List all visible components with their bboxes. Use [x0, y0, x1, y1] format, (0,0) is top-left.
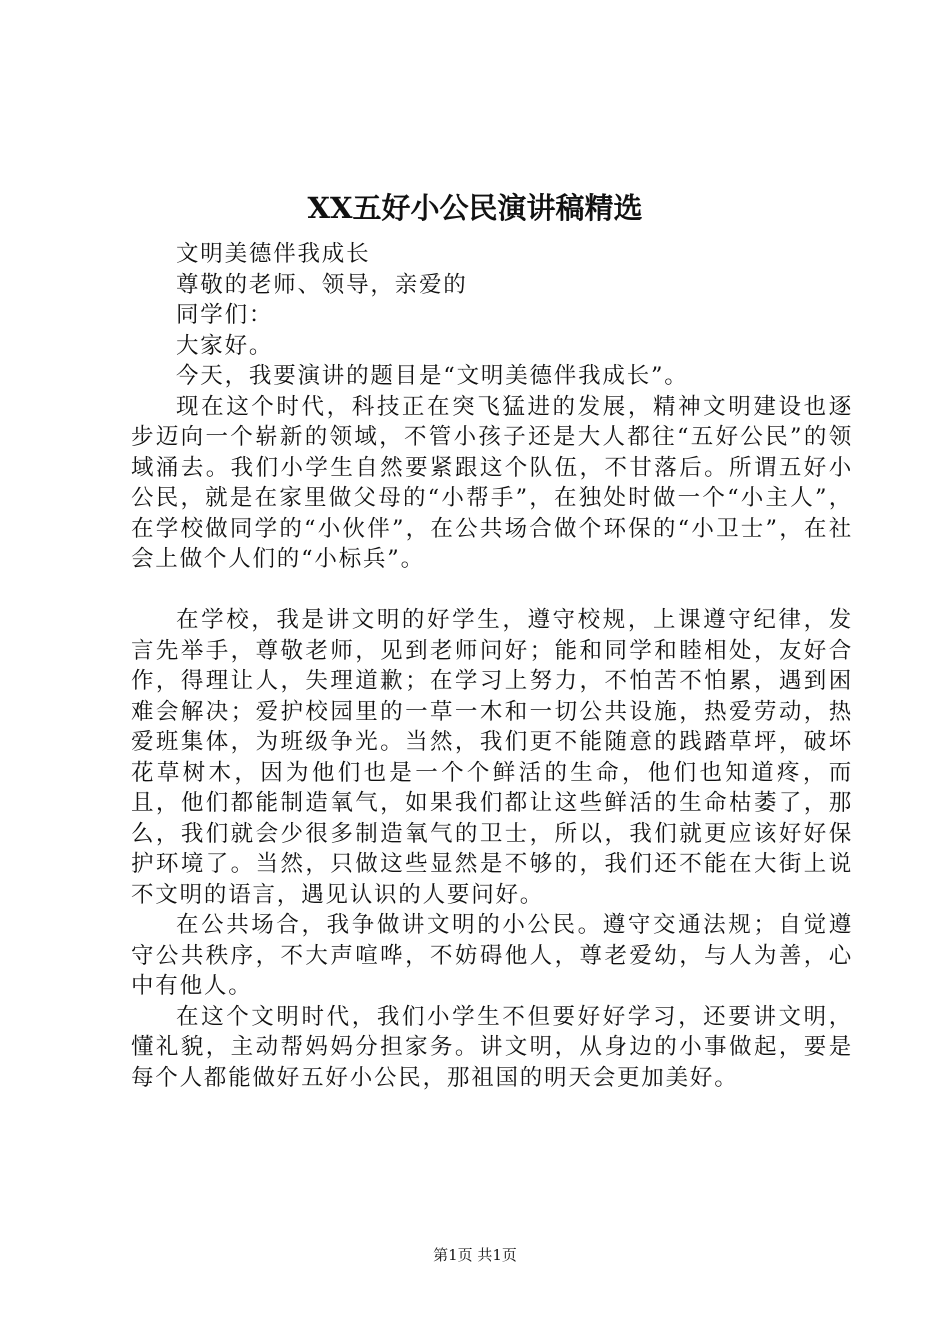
page-footer: 第1页 共1页 [433, 1246, 517, 1264]
paragraph-greeting: 大家好。 [176, 332, 274, 359]
paragraph-salutation: 尊敬的老师、领导，亲爱的 [176, 271, 468, 298]
paragraph-topic: 今天，我要演讲的题目是“文明美德伴我成长”。 [176, 363, 689, 389]
paragraph-intro: 现在这个时代，科技正在突飞猛进的发展，精神文明建设也逐步迈向一个崭新的领域，不管小孩子还是大人都往“五好公民”的领域涌去。我们小学生自然要紧跟这个队伍，不甘落后。所谓五好小公民，就是在家里做父母的“小帮手”，在独处时做一个“小主人”，在学校做同学的“小伙伴”，在公共场合做个环保的“小卫士”，在社会上做个人们的“小标兵”。 [131, 393, 853, 572]
document-title: XX五好小公民演讲稿精选 [307, 191, 643, 225]
paragraph-subtitle: 文明美德伴我成长 [176, 241, 371, 267]
paragraph-public: 在公共场合，我争做讲文明的小公民。遵守交通法规；自觉遵守公共秩序，不大声喧哗，不妨碍他人，尊老爱幼，与人为善，心中有他人。 [131, 912, 853, 999]
paragraph-conclusion: 在这个文明时代，我们小学生不但要好好学习，还要讲文明，懂礼貌，主动帮妈妈分担家务。讲文明，从身边的小事做起，要是每个人都能做好五好小公民，那祖国的明天会更加美好。 [131, 1003, 853, 1091]
paragraph-salutation-cont: 同学们： [176, 302, 274, 328]
paragraph-school: 在学校，我是讲文明的好学生，遵守校规，上课遵守纪律，发言先举手，尊敬老师，见到老师问好；能和同学和睦相处，友好合作，得理让人，失理道歉；在学习上努力，不怕苦不怕累，遇到困难会解决；爱护校园里的一草一木和一切公共设施，热爱劳动，热爱班集体，为班级争光。当然，我们更不能随意的践踏草坪，破坏花草树木，因为他们也是一个个鲜活的生命，他们也知道疼，而且，他们都能制造氧气，如果我们都让这些鲜活的生命枯萎了，那么，我们就会少很多制造氧气的卫士，所以，我们就更应该好好保护环境了。当然，只做这些显然是不够的，我们还不能在大街上说不文明的语言，遇见认识的人要问好。 [131, 607, 853, 908]
document-body [131, 239, 853, 1093]
